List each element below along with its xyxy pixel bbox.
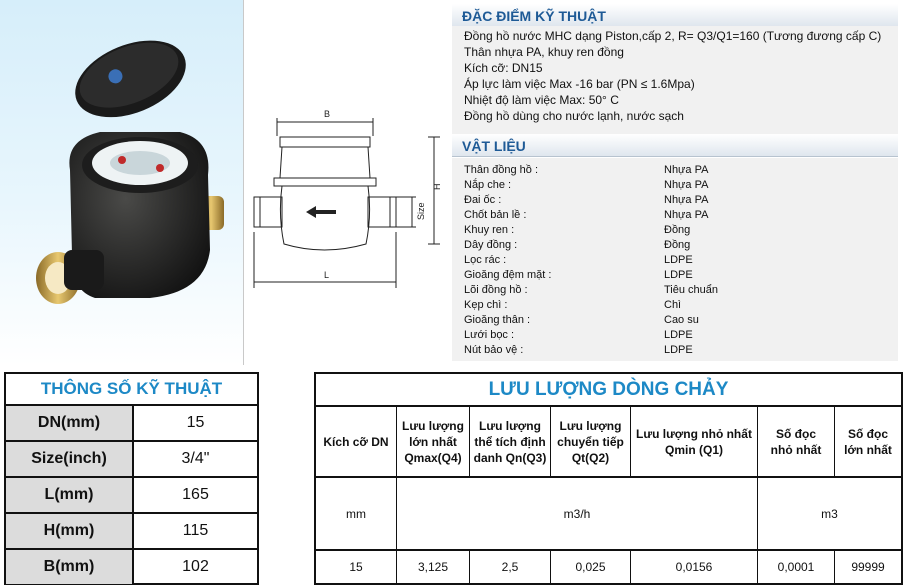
table-row: [6, 550, 257, 586]
materials-list: [452, 158, 898, 361]
material-value: LDPE: [664, 254, 693, 266]
specs-title: ĐẶC ĐIỂM KỸ THUẬT: [462, 8, 606, 24]
dim-l-label: L: [324, 270, 330, 280]
spec-line: Áp lực làm việc Max -16 bar (PN ≤ 1.6Mpa): [464, 77, 695, 91]
cell-qmin: 0,0156: [675, 560, 713, 574]
table-row: [6, 514, 257, 550]
cell-qmax: 3,125: [417, 560, 449, 574]
spec-key: H(mm): [6, 514, 134, 548]
material-name: Nắp che :: [464, 179, 512, 191]
material-name: Dây đồng :: [464, 239, 518, 251]
material-value: Chì: [664, 299, 682, 311]
material-name: Đai ốc :: [464, 194, 502, 206]
material-name: Chốt bản lề :: [464, 209, 527, 221]
table-row: [6, 442, 257, 478]
material-value: LDPE: [664, 344, 693, 356]
spec-line: Đồng hồ dùng cho nước lạnh, nước sạch: [464, 109, 684, 123]
header-min-read: Số đọc nhỏ nhất: [770, 426, 822, 457]
header-qmax: Lưu lượng lớn nhất Qmax(Q4): [402, 418, 464, 465]
material-name: Kẹp chì :: [464, 299, 508, 311]
material-value: Nhựa PA: [664, 179, 709, 191]
header-size: Kích cỡ DN: [323, 434, 389, 449]
table-row: [6, 406, 257, 442]
product-photo: [0, 0, 243, 365]
cell-min-read: 0,0001: [777, 560, 815, 574]
material-name: Gioăng thân :: [464, 314, 531, 326]
cell-qn: 2,5: [501, 560, 519, 574]
spec-panel: [452, 0, 904, 365]
dim-size-label: Size: [416, 202, 426, 220]
spec-line: Nhiệt độ làm việc Max: 50° C: [464, 93, 619, 107]
material-name: Khuy ren :: [464, 224, 515, 236]
material-name: Gioăng đệm mặt :: [464, 269, 552, 281]
technical-drawing: [244, 0, 452, 365]
unit-flow: m3/h: [563, 506, 591, 521]
dim-b-label: B: [324, 109, 331, 119]
material-name: Lõi đồng hồ :: [464, 284, 528, 296]
spec-table-title: THÔNG SỐ KỸ THUẬT: [6, 374, 257, 406]
header-max-read: Số đọc lớn nhất: [844, 426, 892, 457]
spec-line: Thân nhựa PA, khuy ren đồng: [464, 45, 624, 59]
materials-title: VẬT LIỆU: [462, 138, 526, 154]
material-name: Thân đồng hồ :: [464, 164, 539, 176]
cell-size: 15: [349, 560, 363, 574]
material-value: LDPE: [664, 329, 693, 341]
header-qmin: Lưu lượng nhỏ nhất Qmin (Q1): [636, 426, 752, 457]
unit-size: mm: [346, 506, 366, 521]
spec-key: B(mm): [6, 550, 134, 584]
spec-line: Kích cỡ: DN15: [464, 61, 543, 75]
spec-table: [4, 372, 259, 585]
material-value: Đồng: [664, 224, 691, 236]
material-value: Nhựa PA: [664, 209, 709, 221]
table-row: [6, 478, 257, 514]
material-name: Lọc rác :: [464, 254, 507, 266]
dimension-drawing: [243, 0, 453, 365]
unit-reading: m3: [821, 506, 838, 521]
material-value: Nhựa PA: [664, 194, 709, 206]
material-name: Nút bảo vệ :: [464, 344, 524, 356]
spec-value: 165: [182, 486, 209, 503]
material-name: Lưới bọc :: [464, 329, 515, 341]
material-value: Cao su: [664, 314, 699, 326]
spec-value: 3/4": [181, 450, 210, 467]
cell-max-read: 99999: [851, 560, 885, 574]
spec-value: 15: [186, 414, 205, 431]
material-value: Tiêu chuẩn: [664, 284, 719, 296]
material-value: LDPE: [664, 269, 693, 281]
cell-qt: 0,025: [575, 560, 606, 574]
spec-key: Size(inch): [6, 442, 134, 476]
flow-table: [314, 372, 903, 585]
specs-header: [452, 4, 898, 27]
water-meter-image: [0, 0, 243, 365]
spec-value: 115: [182, 522, 209, 539]
materials-header: [452, 134, 898, 157]
header-qt: Lưu lượng chuyển tiếp Qt(Q2): [557, 418, 624, 465]
spec-value: 102: [182, 558, 209, 575]
specs-list: [452, 26, 898, 134]
spec-line: Đồng hồ nước MHC dạng Piston,cấp 2, R= Q3/Q1=160 (Tương đương cấp C): [464, 29, 882, 43]
dim-h-label: H: [432, 183, 442, 190]
header-qn: Lưu lượng thể tích định danh Qn(Q3): [473, 418, 547, 465]
spec-key: DN(mm): [6, 406, 134, 440]
flow-table-title: LƯU LƯỢNG DÒNG CHẢY: [316, 374, 901, 407]
spec-key: L(mm): [6, 478, 134, 512]
material-value: Đồng: [664, 239, 691, 251]
material-value: Nhựa PA: [664, 164, 709, 176]
